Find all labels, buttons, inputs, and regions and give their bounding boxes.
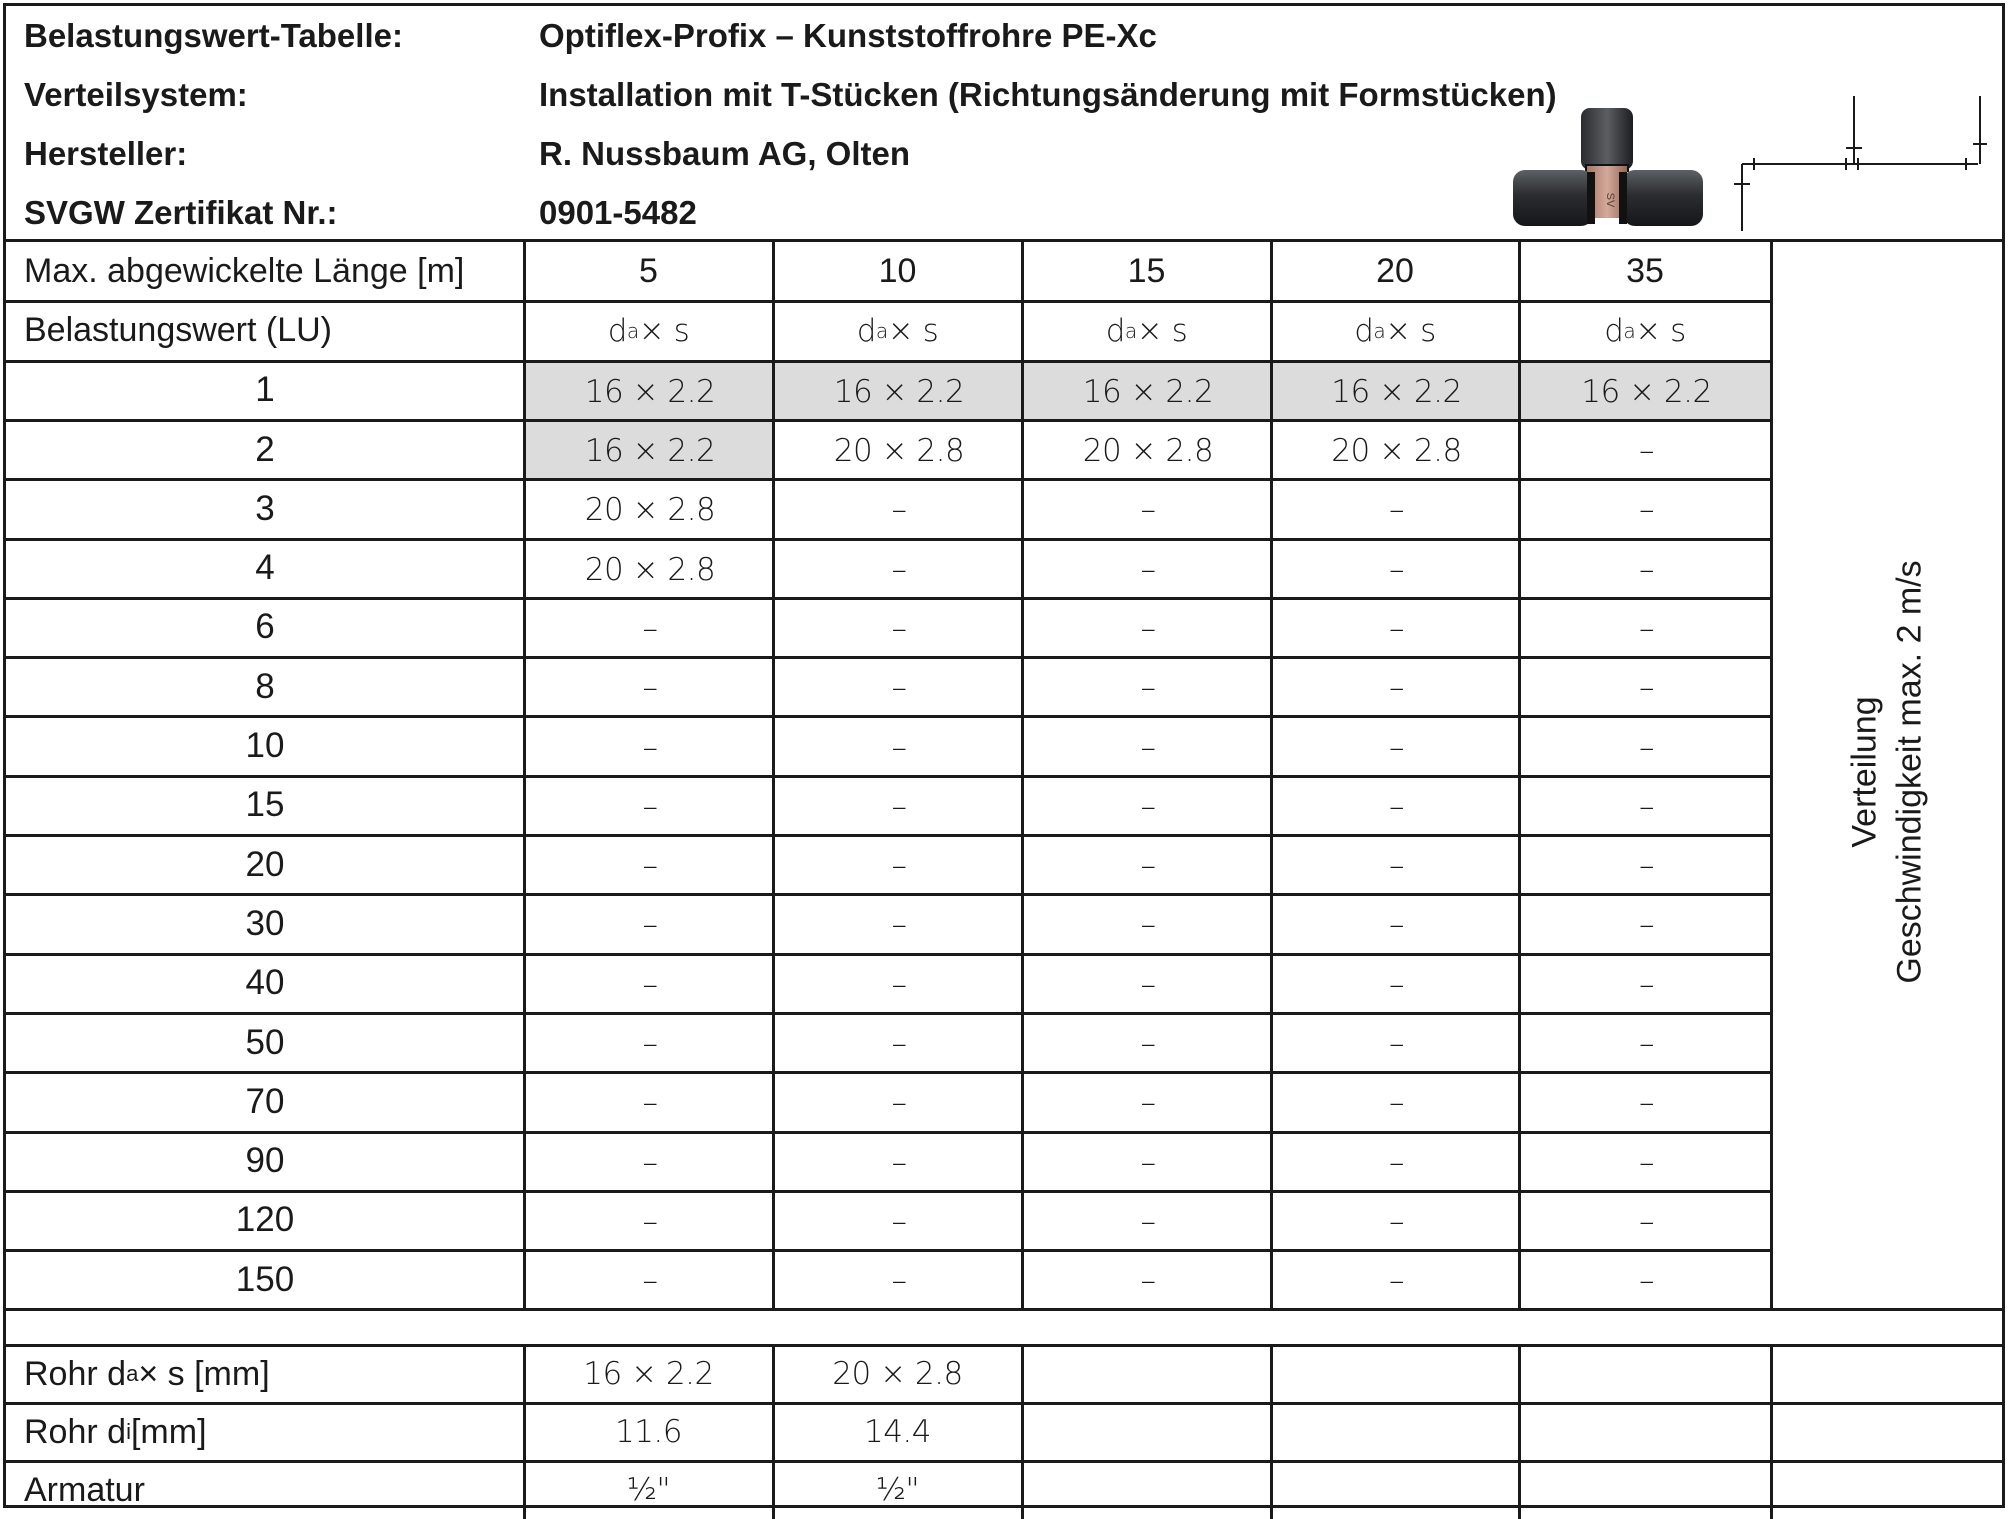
table-rule bbox=[6, 419, 1773, 422]
dimension-header-cell: d a × s bbox=[1604, 312, 1686, 349]
pipe-size-cell: – bbox=[1389, 610, 1404, 647]
pipe-size-cell: – bbox=[1140, 1144, 1156, 1181]
pipe-size-cell: – bbox=[891, 1085, 907, 1122]
table-rule bbox=[1270, 1345, 1273, 1519]
table-rule bbox=[6, 300, 1773, 303]
pipe-size-cell: – bbox=[1140, 1263, 1156, 1300]
footer-row-label: Rohr d i [mm] bbox=[24, 1412, 207, 1451]
pipe-size-cell: – bbox=[1639, 551, 1654, 588]
pipe-size-cell: – bbox=[642, 1026, 658, 1063]
footer-cell bbox=[1022, 1345, 1271, 1403]
pipe-size-cell: – bbox=[1639, 670, 1654, 707]
pipe-size-cell: – bbox=[1140, 1026, 1156, 1063]
document-frame bbox=[3, 3, 2005, 1508]
pipe-size-cell: – bbox=[891, 907, 907, 944]
header-value: Optiflex-Profix – Kunststoffrohre PE-Xc bbox=[539, 17, 1157, 54]
pipe-size-cell: – bbox=[891, 729, 907, 766]
pipe-size-cell: – bbox=[1389, 729, 1404, 766]
header-value: Installation mit T-Stücken (Richtungsänderung mit Formstücken) bbox=[539, 76, 1557, 113]
footer-row-label: Rohr d a × s [mm] bbox=[24, 1354, 270, 1393]
pipe-size-cell: – bbox=[1140, 966, 1156, 1003]
footer-cell bbox=[1519, 1403, 1771, 1461]
pipe-size-cell: – bbox=[891, 492, 907, 529]
pipe-size-cell: – bbox=[1140, 610, 1156, 647]
pipe-size-cell: – bbox=[891, 1026, 907, 1063]
side-note-line2: Geschwindigkeit max. 2 m/s bbox=[1891, 559, 1930, 984]
table-rule bbox=[6, 715, 1773, 718]
pipe-size-cell: – bbox=[642, 1085, 658, 1122]
pipe-size-cell: – bbox=[1389, 670, 1404, 707]
dimension-header-cell: d a × s bbox=[1105, 312, 1188, 349]
pipe-size-cell: – bbox=[891, 848, 907, 885]
table-rule bbox=[1270, 242, 1273, 1309]
length-header-cell: 10 bbox=[878, 252, 917, 291]
header-label: Verteilsystem: bbox=[24, 76, 248, 113]
pipe-size-cell: – bbox=[642, 729, 658, 766]
table-rule bbox=[1021, 242, 1024, 1309]
pipe-size-cell: 16 × 2.2 bbox=[526, 363, 774, 421]
length-header-cell: 5 bbox=[639, 252, 658, 291]
table-rule bbox=[6, 893, 1773, 896]
pipe-size-cell: – bbox=[1639, 492, 1654, 529]
table-rule bbox=[6, 1308, 2002, 1311]
pipe-size-cell: – bbox=[1389, 1203, 1404, 1240]
pipe-size-cell: – bbox=[891, 1144, 907, 1181]
pipe-size-cell: – bbox=[642, 907, 658, 944]
table-rule bbox=[772, 1345, 775, 1519]
pipe-size-cell: – bbox=[1389, 907, 1404, 944]
footer-cell: 14.4 bbox=[863, 1414, 932, 1451]
table-rule bbox=[6, 1344, 2002, 1347]
pipe-size-cell: – bbox=[1639, 1203, 1654, 1240]
pipe-size-cell: – bbox=[1140, 907, 1156, 944]
footer-cell bbox=[1022, 1461, 1271, 1519]
installation-schematic bbox=[1718, 96, 1993, 236]
table-rule bbox=[1021, 1345, 1024, 1519]
pipe-size-cell: 20 × 2.8 bbox=[1082, 433, 1214, 470]
pipe-size-cell: – bbox=[1639, 1026, 1654, 1063]
pipe-size-cell: – bbox=[1140, 1203, 1156, 1240]
footer-cell: ½" bbox=[626, 1472, 671, 1509]
table-rule bbox=[772, 242, 775, 1309]
document-header bbox=[6, 6, 2002, 239]
footer-cell: 11.6 bbox=[614, 1414, 683, 1451]
lu-value: 6 bbox=[255, 607, 275, 647]
lu-value: 4 bbox=[255, 548, 275, 588]
pipe-size-cell: 16 × 2.2 bbox=[1024, 363, 1272, 421]
footer-cell bbox=[1271, 1345, 1519, 1403]
pipe-size-cell: – bbox=[642, 1203, 658, 1240]
table-rule bbox=[6, 834, 1773, 837]
pipe-size-cell: 16 × 2.2 bbox=[1273, 363, 1520, 421]
table-rule bbox=[6, 360, 1773, 363]
lu-value: 40 bbox=[245, 963, 285, 1003]
table-rule bbox=[6, 953, 1773, 956]
table-rule bbox=[6, 1249, 1773, 1252]
table-rule bbox=[6, 1402, 2002, 1405]
table-rule bbox=[1518, 242, 1521, 1309]
pipe-size-cell: – bbox=[1639, 433, 1654, 470]
length-header-cell: 15 bbox=[1127, 252, 1166, 291]
pipe-size-cell: – bbox=[1140, 492, 1156, 529]
table-rule bbox=[6, 1460, 2002, 1463]
pipe-size-cell: – bbox=[642, 1144, 658, 1181]
table-rule bbox=[6, 1071, 1773, 1074]
pipe-size-cell: – bbox=[1639, 907, 1654, 944]
t-fitting-image bbox=[1511, 104, 1706, 234]
pipe-size-cell: – bbox=[891, 966, 907, 1003]
pipe-size-cell: – bbox=[1639, 1144, 1654, 1181]
dimension-header-cell: d a × s bbox=[856, 312, 939, 349]
pipe-size-cell: – bbox=[1389, 788, 1404, 825]
side-note bbox=[1774, 242, 2002, 1301]
pipe-size-cell: – bbox=[1140, 1085, 1156, 1122]
pipe-size-cell: – bbox=[891, 1203, 907, 1240]
pipe-size-cell: 20 × 2.8 bbox=[584, 551, 716, 588]
pipe-size-cell: – bbox=[642, 966, 658, 1003]
pipe-size-cell: – bbox=[1639, 966, 1654, 1003]
table-rule bbox=[1770, 242, 1773, 1309]
svg-text:SV: SV bbox=[1604, 192, 1616, 208]
pipe-size-cell: – bbox=[891, 788, 907, 825]
pipe-size-cell: – bbox=[642, 670, 658, 707]
pipe-size-cell: – bbox=[1389, 1085, 1404, 1122]
footer-cell bbox=[1771, 1345, 2002, 1403]
pipe-size-cell: – bbox=[1389, 966, 1404, 1003]
length-header-cell: 35 bbox=[1626, 252, 1664, 291]
pipe-size-cell: – bbox=[1639, 1263, 1654, 1300]
lu-value: 70 bbox=[245, 1081, 285, 1121]
pipe-size-cell: – bbox=[642, 1263, 658, 1300]
table-rule bbox=[6, 538, 1773, 541]
pipe-size-cell: – bbox=[1140, 551, 1156, 588]
lu-value: 50 bbox=[245, 1022, 285, 1062]
footer-cell: ½" bbox=[875, 1472, 920, 1509]
lu-value: 2 bbox=[255, 429, 275, 469]
footer-cell bbox=[1022, 1403, 1271, 1461]
pipe-size-cell: – bbox=[891, 670, 907, 707]
pipe-size-cell: – bbox=[1389, 848, 1404, 885]
side-note-line1: Verteilung bbox=[1846, 695, 1885, 848]
lu-value: 15 bbox=[245, 785, 285, 825]
lu-value: 90 bbox=[245, 1141, 285, 1181]
lu-value: 30 bbox=[245, 903, 285, 943]
table-rule bbox=[6, 478, 1773, 481]
header-value: R. Nussbaum AG, Olten bbox=[539, 135, 910, 172]
pipe-size-cell: – bbox=[891, 551, 907, 588]
pipe-size-cell: – bbox=[642, 848, 658, 885]
pipe-size-cell: – bbox=[642, 788, 658, 825]
header-label: Belastungswert-Tabelle: bbox=[24, 17, 403, 54]
footer-cell: 20 × 2.8 bbox=[832, 1356, 963, 1393]
table-rule bbox=[6, 656, 1773, 659]
pipe-size-cell: – bbox=[1389, 1144, 1404, 1181]
length-header-label: Max. abgewickelte Länge [m] bbox=[24, 252, 465, 291]
pipe-size-cell: 16 × 2.2 bbox=[526, 422, 774, 480]
table-rule bbox=[6, 1131, 1773, 1134]
lu-value: 1 bbox=[255, 370, 275, 410]
lu-value: 120 bbox=[235, 1200, 295, 1240]
pipe-size-cell: – bbox=[891, 1263, 907, 1300]
footer-cell bbox=[1771, 1403, 2002, 1461]
footer-cell bbox=[1271, 1403, 1519, 1461]
pipe-size-cell: – bbox=[1389, 492, 1404, 529]
footer-cell: 16 × 2.2 bbox=[583, 1356, 714, 1393]
header-value: 0901-5482 bbox=[539, 194, 697, 231]
table-rule bbox=[6, 775, 1773, 778]
lu-value: 3 bbox=[255, 488, 275, 528]
footer-cell bbox=[1519, 1345, 1771, 1403]
header-label: Hersteller: bbox=[24, 135, 188, 172]
pipe-size-cell: 16 × 2.2 bbox=[1521, 363, 1772, 421]
table-rule bbox=[6, 1012, 1773, 1015]
lu-value: 20 bbox=[245, 844, 285, 884]
header-label: SVGW Zertifikat Nr.: bbox=[24, 194, 338, 231]
lu-header-label: Belastungswert (LU) bbox=[24, 311, 333, 350]
dimension-header-cell: d a × s bbox=[1354, 312, 1436, 349]
pipe-size-cell: – bbox=[1389, 1026, 1404, 1063]
pipe-size-cell: 20 × 2.8 bbox=[1331, 433, 1462, 470]
pipe-size-cell: – bbox=[1639, 1085, 1654, 1122]
pipe-size-cell: 20 × 2.8 bbox=[833, 433, 965, 470]
pipe-size-cell: – bbox=[1140, 729, 1156, 766]
footer-row-label: Armatur bbox=[24, 1470, 145, 1509]
pipe-size-cell: – bbox=[891, 610, 907, 647]
pipe-size-cell: – bbox=[1639, 848, 1654, 885]
pipe-size-cell: – bbox=[1389, 551, 1404, 588]
table-rule bbox=[1770, 1345, 1773, 1519]
pipe-size-cell: – bbox=[1639, 729, 1654, 766]
pipe-size-cell: – bbox=[1140, 788, 1156, 825]
pipe-size-cell: – bbox=[1389, 1263, 1404, 1300]
lu-value: 10 bbox=[245, 726, 285, 766]
dimension-header-cell: d a × s bbox=[607, 312, 690, 349]
table-rule bbox=[6, 597, 1773, 600]
table-rule bbox=[523, 1345, 526, 1519]
footer-cell bbox=[1519, 1461, 1771, 1519]
length-header-cell: 20 bbox=[1376, 252, 1414, 291]
pipe-size-cell: – bbox=[642, 610, 658, 647]
table-rule bbox=[1518, 1345, 1521, 1519]
table-rule bbox=[6, 1190, 1773, 1193]
lu-value: 150 bbox=[235, 1259, 295, 1299]
table-rule bbox=[523, 242, 526, 1309]
pipe-size-cell: – bbox=[1639, 788, 1654, 825]
footer-cell bbox=[1771, 1461, 2002, 1519]
pipe-size-cell: – bbox=[1140, 848, 1156, 885]
footer-cell bbox=[1271, 1461, 1519, 1519]
pipe-size-cell: – bbox=[1140, 670, 1156, 707]
pipe-size-cell: 16 × 2.2 bbox=[775, 363, 1023, 421]
pipe-size-cell: 20 × 2.8 bbox=[584, 492, 716, 529]
lu-value: 8 bbox=[255, 666, 275, 706]
pipe-size-cell: – bbox=[1639, 610, 1654, 647]
